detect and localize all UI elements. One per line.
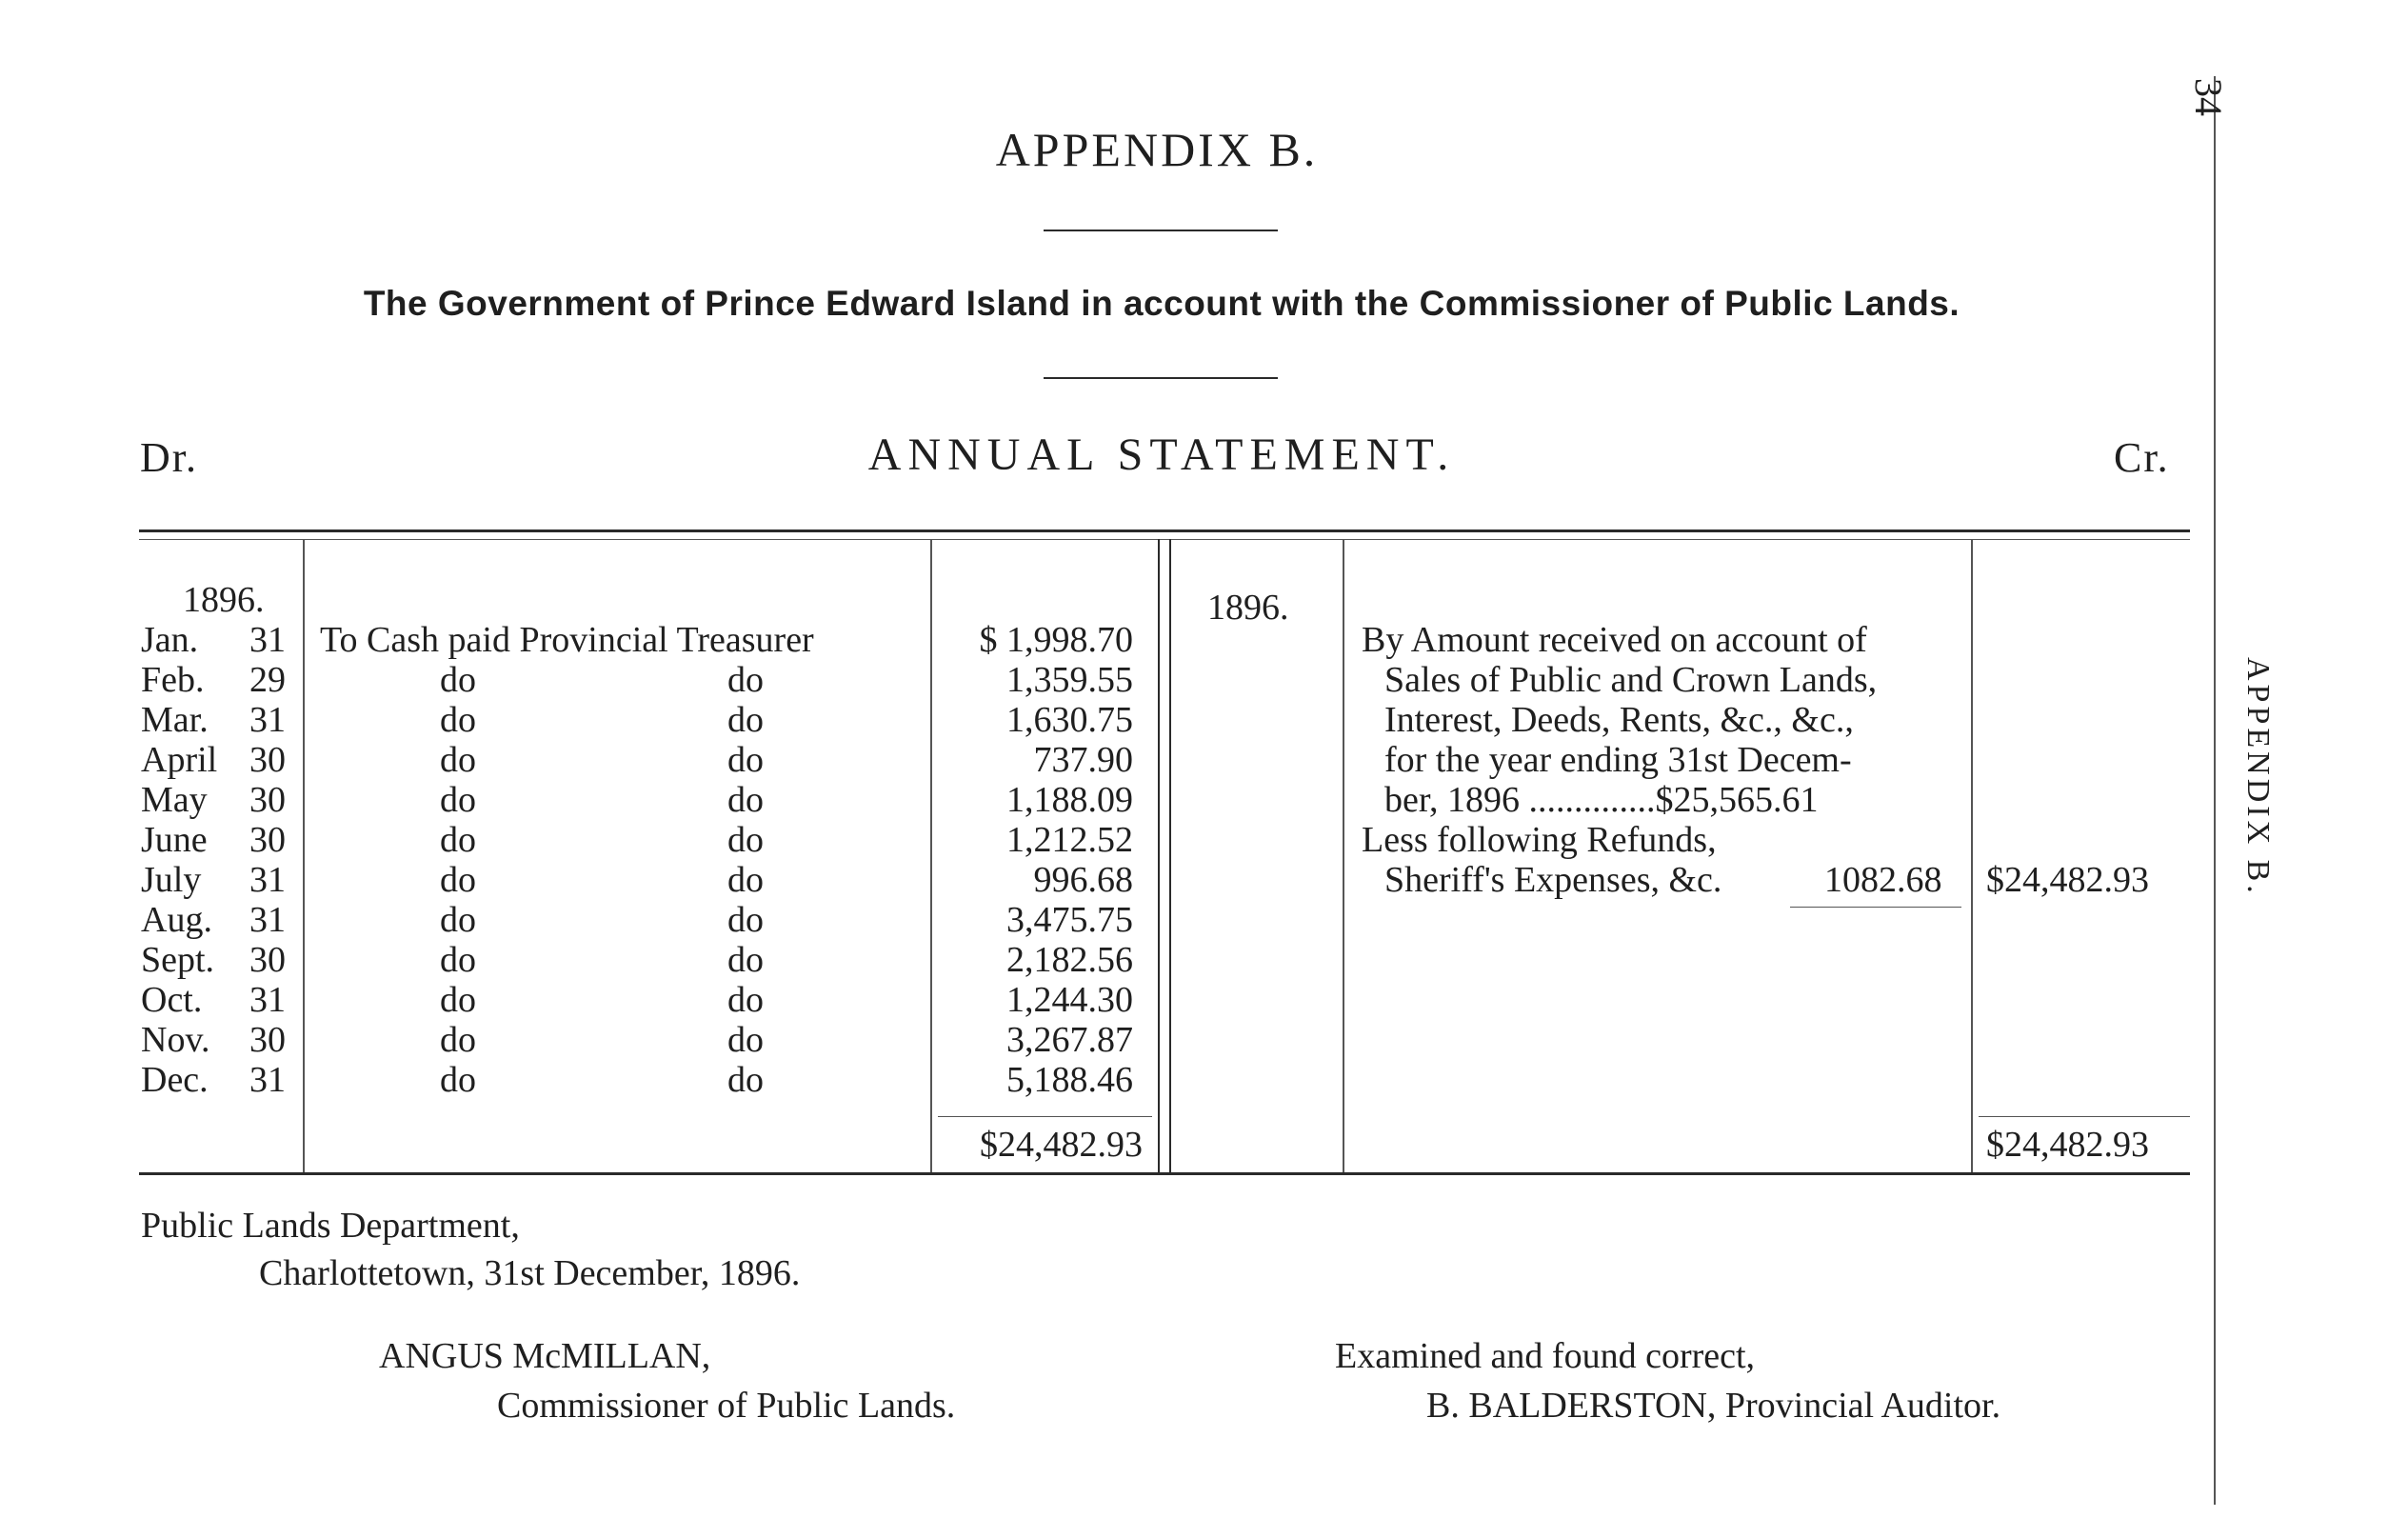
entry-month: Jan. <box>141 620 199 660</box>
table-top-rule <box>139 529 2190 532</box>
refund-amount: 1082.68 <box>1824 860 1942 900</box>
credit-line-3: Interest, Deeds, Rents, &c., &c., <box>1384 700 1854 740</box>
credit-year: 1896. <box>1207 588 1289 628</box>
entry-month: Oct. <box>141 980 203 1020</box>
entry-amount: $ 1,998.70 <box>979 620 1133 660</box>
margin-rule <box>2214 76 2216 1505</box>
entry-month: June <box>141 820 208 860</box>
entry-ditto-1: do <box>440 820 476 860</box>
entry-ditto-1: do <box>440 900 476 940</box>
entry-day: 31 <box>249 980 286 1020</box>
page-heading: APPENDIX B. <box>995 123 1319 176</box>
credit-line-4: for the year ending 31st Decem- <box>1384 740 1852 780</box>
credit-line-1: By Amount received on account of <box>1362 620 1867 660</box>
entry-ditto-1: do <box>440 1020 476 1060</box>
entry-day: 30 <box>249 1020 286 1060</box>
place-date: Charlottetown, 31st December, 1896. <box>259 1253 801 1293</box>
entry-amount: 1,359.55 <box>1006 660 1133 700</box>
entry-ditto-2: do <box>727 860 764 900</box>
entry-day: 31 <box>249 860 286 900</box>
entry-day: 30 <box>249 780 286 820</box>
document-subtitle: The Government of Prince Edward Island in account with the Commissioner of Public Lands. <box>363 284 1960 323</box>
entry-ditto-2: do <box>727 740 764 780</box>
entry-amount: 996.68 <box>1033 860 1133 900</box>
running-head: APPENDIX B. <box>2240 657 2276 897</box>
credit-description-column-rule <box>1971 539 1973 1172</box>
entry-description: To Cash paid Provincial Treasurer <box>320 620 814 660</box>
entry-ditto-1: do <box>440 860 476 900</box>
credit-net-amount: $24,482.93 <box>1986 860 2149 900</box>
entry-ditto-1: do <box>440 940 476 980</box>
debit-total-rule <box>938 1116 1152 1117</box>
credit-line-6: Less following Refunds, <box>1362 820 1717 860</box>
examined-note: Examined and found correct, <box>1335 1336 1756 1376</box>
entry-ditto-1: do <box>440 700 476 740</box>
entry-day: 30 <box>249 740 286 780</box>
entry-amount: 737.90 <box>1033 740 1133 780</box>
entry-amount: 3,475.75 <box>1006 900 1133 940</box>
entry-month: April <box>141 740 218 780</box>
entry-ditto-2: do <box>727 660 764 700</box>
entry-month: Sept. <box>141 940 215 980</box>
refund-underline <box>1790 907 1961 908</box>
entry-amount: 1,188.09 <box>1006 780 1133 820</box>
auditor-signature: B. BALDERSTON, Provincial Auditor. <box>1426 1386 2001 1426</box>
entry-month: Aug. <box>141 900 212 940</box>
heading-rule <box>1044 230 1278 231</box>
department: Public Lands Department, <box>141 1206 520 1246</box>
entry-day: 31 <box>249 700 286 740</box>
entry-ditto-1: do <box>440 740 476 780</box>
entry-ditto-2: do <box>727 780 764 820</box>
entry-month: May <box>141 780 208 820</box>
table-top-rule-inner <box>139 539 2190 540</box>
entry-ditto-2: do <box>727 940 764 980</box>
credit-label: Cr. <box>2114 434 2170 481</box>
signatory-name: ANGUS McMILLAN, <box>379 1336 711 1376</box>
entry-amount: 3,267.87 <box>1006 1020 1133 1060</box>
debit-date-column-rule <box>303 539 305 1172</box>
debit-year: 1896. <box>183 580 265 620</box>
entry-amount: 2,182.56 <box>1006 940 1133 980</box>
credit-total: $24,482.93 <box>1986 1125 2149 1165</box>
entry-month: Dec. <box>141 1060 209 1100</box>
subtitle-rule <box>1044 377 1278 379</box>
entry-month: Nov. <box>141 1020 210 1060</box>
entry-day: 29 <box>249 660 286 700</box>
entry-amount: 1,630.75 <box>1006 700 1133 740</box>
center-double-rule-right <box>1169 539 1171 1172</box>
statement-title: ANNUAL STATEMENT. <box>867 429 1456 480</box>
entry-month: July <box>141 860 202 900</box>
entry-ditto-2: do <box>727 820 764 860</box>
entry-amount: 1,244.30 <box>1006 980 1133 1020</box>
entry-month: Mar. <box>141 700 209 740</box>
center-double-rule-left <box>1158 539 1160 1172</box>
entry-ditto-1: do <box>440 660 476 700</box>
table-bottom-rule <box>139 1172 2190 1175</box>
entry-day: 30 <box>249 940 286 980</box>
entry-day: 31 <box>249 620 286 660</box>
entry-ditto-2: do <box>727 700 764 740</box>
credit-total-rule <box>1979 1116 2190 1117</box>
page-number: 34 <box>2187 78 2230 116</box>
debit-description-column-rule <box>930 539 932 1172</box>
credit-date-column-rule <box>1343 539 1344 1172</box>
entry-ditto-2: do <box>727 1020 764 1060</box>
entry-ditto-2: do <box>727 1060 764 1100</box>
entry-day: 30 <box>249 820 286 860</box>
entry-ditto-1: do <box>440 980 476 1020</box>
entry-ditto-1: do <box>440 1060 476 1100</box>
debit-total: $24,482.93 <box>980 1125 1143 1165</box>
entry-day: 31 <box>249 1060 286 1100</box>
credit-line-5: ber, 1896 ..............$25,565.61 <box>1384 780 1819 820</box>
entry-month: Feb. <box>141 660 205 700</box>
entry-ditto-2: do <box>727 900 764 940</box>
entry-amount: 1,212.52 <box>1006 820 1133 860</box>
entry-day: 31 <box>249 900 286 940</box>
credit-line-2: Sales of Public and Crown Lands, <box>1384 660 1878 700</box>
debit-label: Dr. <box>140 434 198 481</box>
entry-ditto-2: do <box>727 980 764 1020</box>
signatory-title: Commissioner of Public Lands. <box>497 1386 956 1426</box>
entry-ditto-1: do <box>440 780 476 820</box>
credit-line-7: Sheriff's Expenses, &c. <box>1384 860 1722 900</box>
entry-amount: 5,188.46 <box>1006 1060 1133 1100</box>
